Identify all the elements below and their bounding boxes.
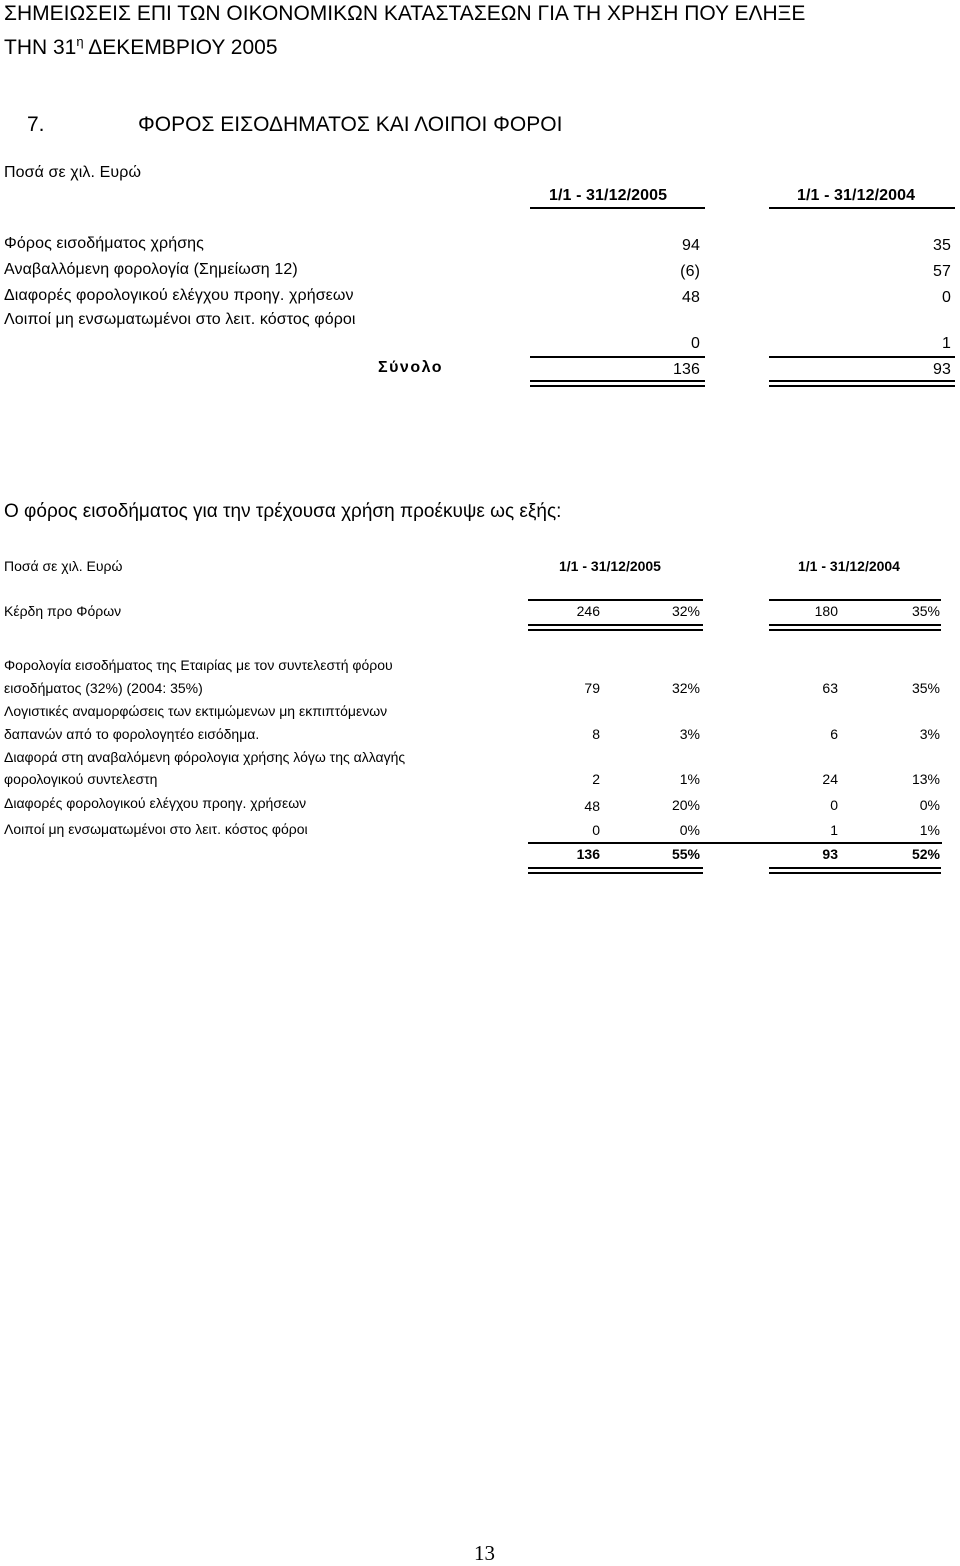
table2-row-pct-2005: 1%	[679, 771, 700, 787]
table2-total-amount-2005: 136	[576, 846, 600, 862]
table2-row-label: Διαφορές φορολογικού ελέγχου προηγ. χρήσεων	[4, 795, 307, 811]
table1-col1-header: 1/1 - 31/12/2005	[549, 187, 668, 204]
table2-row-label: Φορολογία εισοδήματος της Εταιρίας με τον συντελεστή φόρου	[4, 657, 393, 673]
table1-row-value-2004: 0	[942, 289, 951, 306]
table2-total-amount-2004: 93	[822, 846, 838, 862]
table1-row-value-2004: 57	[933, 263, 951, 280]
page-number: 13	[474, 1541, 495, 1565]
table2-row-label: Λοιποί μη ενσωματωμένοι στο λειτ. κόστος φόροι	[4, 821, 308, 837]
table2-row-pct-2004: 13%	[911, 771, 940, 787]
table2-row-amount-2005: 48	[584, 798, 600, 814]
table1-row-value-2005: 48	[682, 289, 700, 306]
table1-row-value-2005: (6)	[680, 263, 700, 280]
intro-sentence: Ο φόρος εισοδήματος για την τρέχουσα χρήση προέκυψε ως εξής:	[4, 501, 562, 522]
table1-row-value-2004: 1	[942, 335, 951, 352]
table1-total-2005: 136	[673, 361, 700, 378]
table2-row-amount-2005: 8	[592, 726, 600, 742]
table2-row-amount-2005: 0	[592, 822, 600, 838]
table1-subtotal-rule	[530, 356, 705, 358]
table2-total-double-rule	[769, 867, 941, 874]
table2-row-pct-2004: 1%	[919, 822, 940, 838]
table1-row-label: Αναβαλλόμενη φορολογία (Σημείωση 12)	[4, 261, 298, 278]
table1-col1-header-rule	[530, 207, 705, 209]
document-header-line2: ΤΗΝ $31^\eta$ ΔΕΚΕΜΒΡΙΟΥ 2005	[4, 34, 278, 59]
table1-total-double-rule	[530, 380, 705, 387]
table2-total-pct-2004: 52%	[911, 846, 940, 862]
table2-row-amount-2004: 6	[830, 726, 838, 742]
table1-row-value-2004: 35	[933, 237, 951, 254]
table2-row-pct-2004: 35%	[911, 680, 940, 696]
section-number: 7.	[27, 113, 45, 136]
table2-profit-double-rule	[528, 624, 703, 631]
table2-row-label: Λογιστικές αναμορφώσεις των εκτιμώμενων μη εκπιπτόμενων	[4, 703, 388, 719]
table2-row-label-cont: φορολογικού συντελεστη	[4, 771, 158, 787]
table1-row-label: Λοιποί μη ενσωματωμένοι στο λειτ. κόστος φόροι	[4, 311, 356, 328]
table1-total-double-rule	[769, 380, 955, 387]
table2-row-amount-2004: 1	[830, 822, 838, 838]
table2-unit: Ποσά σε χιλ. Ευρώ	[4, 558, 123, 574]
table2-row-pct-2004: 0%	[919, 797, 940, 813]
table2-row-pct-2005: 0%	[679, 822, 700, 838]
table1-unit: Ποσά σε χιλ. Ευρώ	[4, 164, 142, 181]
table2-row-pct-2005: 20%	[671, 797, 700, 813]
table2-profit-top-rule	[528, 599, 703, 601]
table1-row-label: Διαφορές φορολογικού ελέγχου προηγ. χρήσεων	[4, 287, 354, 304]
table2-row-pct-2004: 3%	[919, 726, 940, 742]
table2-profit-double-rule	[769, 624, 941, 631]
table2-row-label-cont: εισοδήματος (32%) (2004: 35%)	[4, 680, 203, 696]
table2-row-amount-2005: 79	[584, 680, 600, 696]
table1-col2-header: 1/1 - 31/12/2004	[797, 187, 916, 204]
table2-total-pct-2005: 55%	[671, 846, 700, 862]
table2-row-amount-2004: 24	[822, 771, 838, 787]
table2-col2-header: 1/1 - 31/12/2004	[798, 558, 900, 574]
table2-profit-label: Κέρδη προ Φόρων	[4, 603, 122, 619]
table2-row-amount-2004: 0	[830, 797, 838, 813]
table1-col2-header-rule	[769, 207, 955, 209]
table2-profit-top-rule	[769, 599, 941, 601]
table1-row-label: Φόρος εισοδήματος χρήσης	[4, 235, 204, 252]
table2-col1-header: 1/1 - 31/12/2005	[559, 558, 661, 574]
table2-total-top-rule	[528, 842, 942, 844]
table1-row-value-2005: 0	[691, 335, 700, 352]
table2-total-double-rule	[528, 867, 703, 874]
table2-profit-amount-2004: 180	[814, 603, 838, 619]
table2-profit-pct-2004: 35%	[911, 603, 940, 619]
table1-subtotal-rule	[769, 356, 955, 358]
table2-row-pct-2005: 32%	[671, 680, 700, 696]
table2-profit-amount-2005: 246	[576, 603, 600, 619]
table2-row-label-cont: δαπανών από το φορολογητέο εισόδημα.	[4, 726, 260, 742]
table2-row-amount-2004: 63	[822, 680, 838, 696]
section-title: ΦΟΡΟΣ ΕΙΣΟΔΗΜΑΤΟΣ ΚΑΙ ΛΟΙΠΟΙ ΦΟΡΟΙ	[138, 113, 563, 136]
document-header-line1: ΣΗΜΕΙΩΣΕΙΣ ΕΠΙ ΤΩΝ ΟΙΚΟΝΟΜΙΚΩΝ ΚΑΤΑΣΤΑΣΕΩΝ ΓΙΑ ΤΗ ΧΡΗΣΗ ΠΟΥ ΕΛΗΞΕ	[4, 2, 806, 25]
table2-row-amount-2005: 2	[592, 771, 600, 787]
table2-row-label: Διαφορά στη αναβαλόμενη φόρολογια χρήσης λόγω της αλλαγής	[4, 749, 406, 765]
table1-total-label: Σύνολο	[378, 359, 444, 376]
table1-row-value-2005: 94	[682, 237, 700, 254]
table1-total-2004: 93	[933, 361, 951, 378]
table2-profit-pct-2005: 32%	[671, 603, 700, 619]
table2-row-pct-2005: 3%	[679, 726, 700, 742]
